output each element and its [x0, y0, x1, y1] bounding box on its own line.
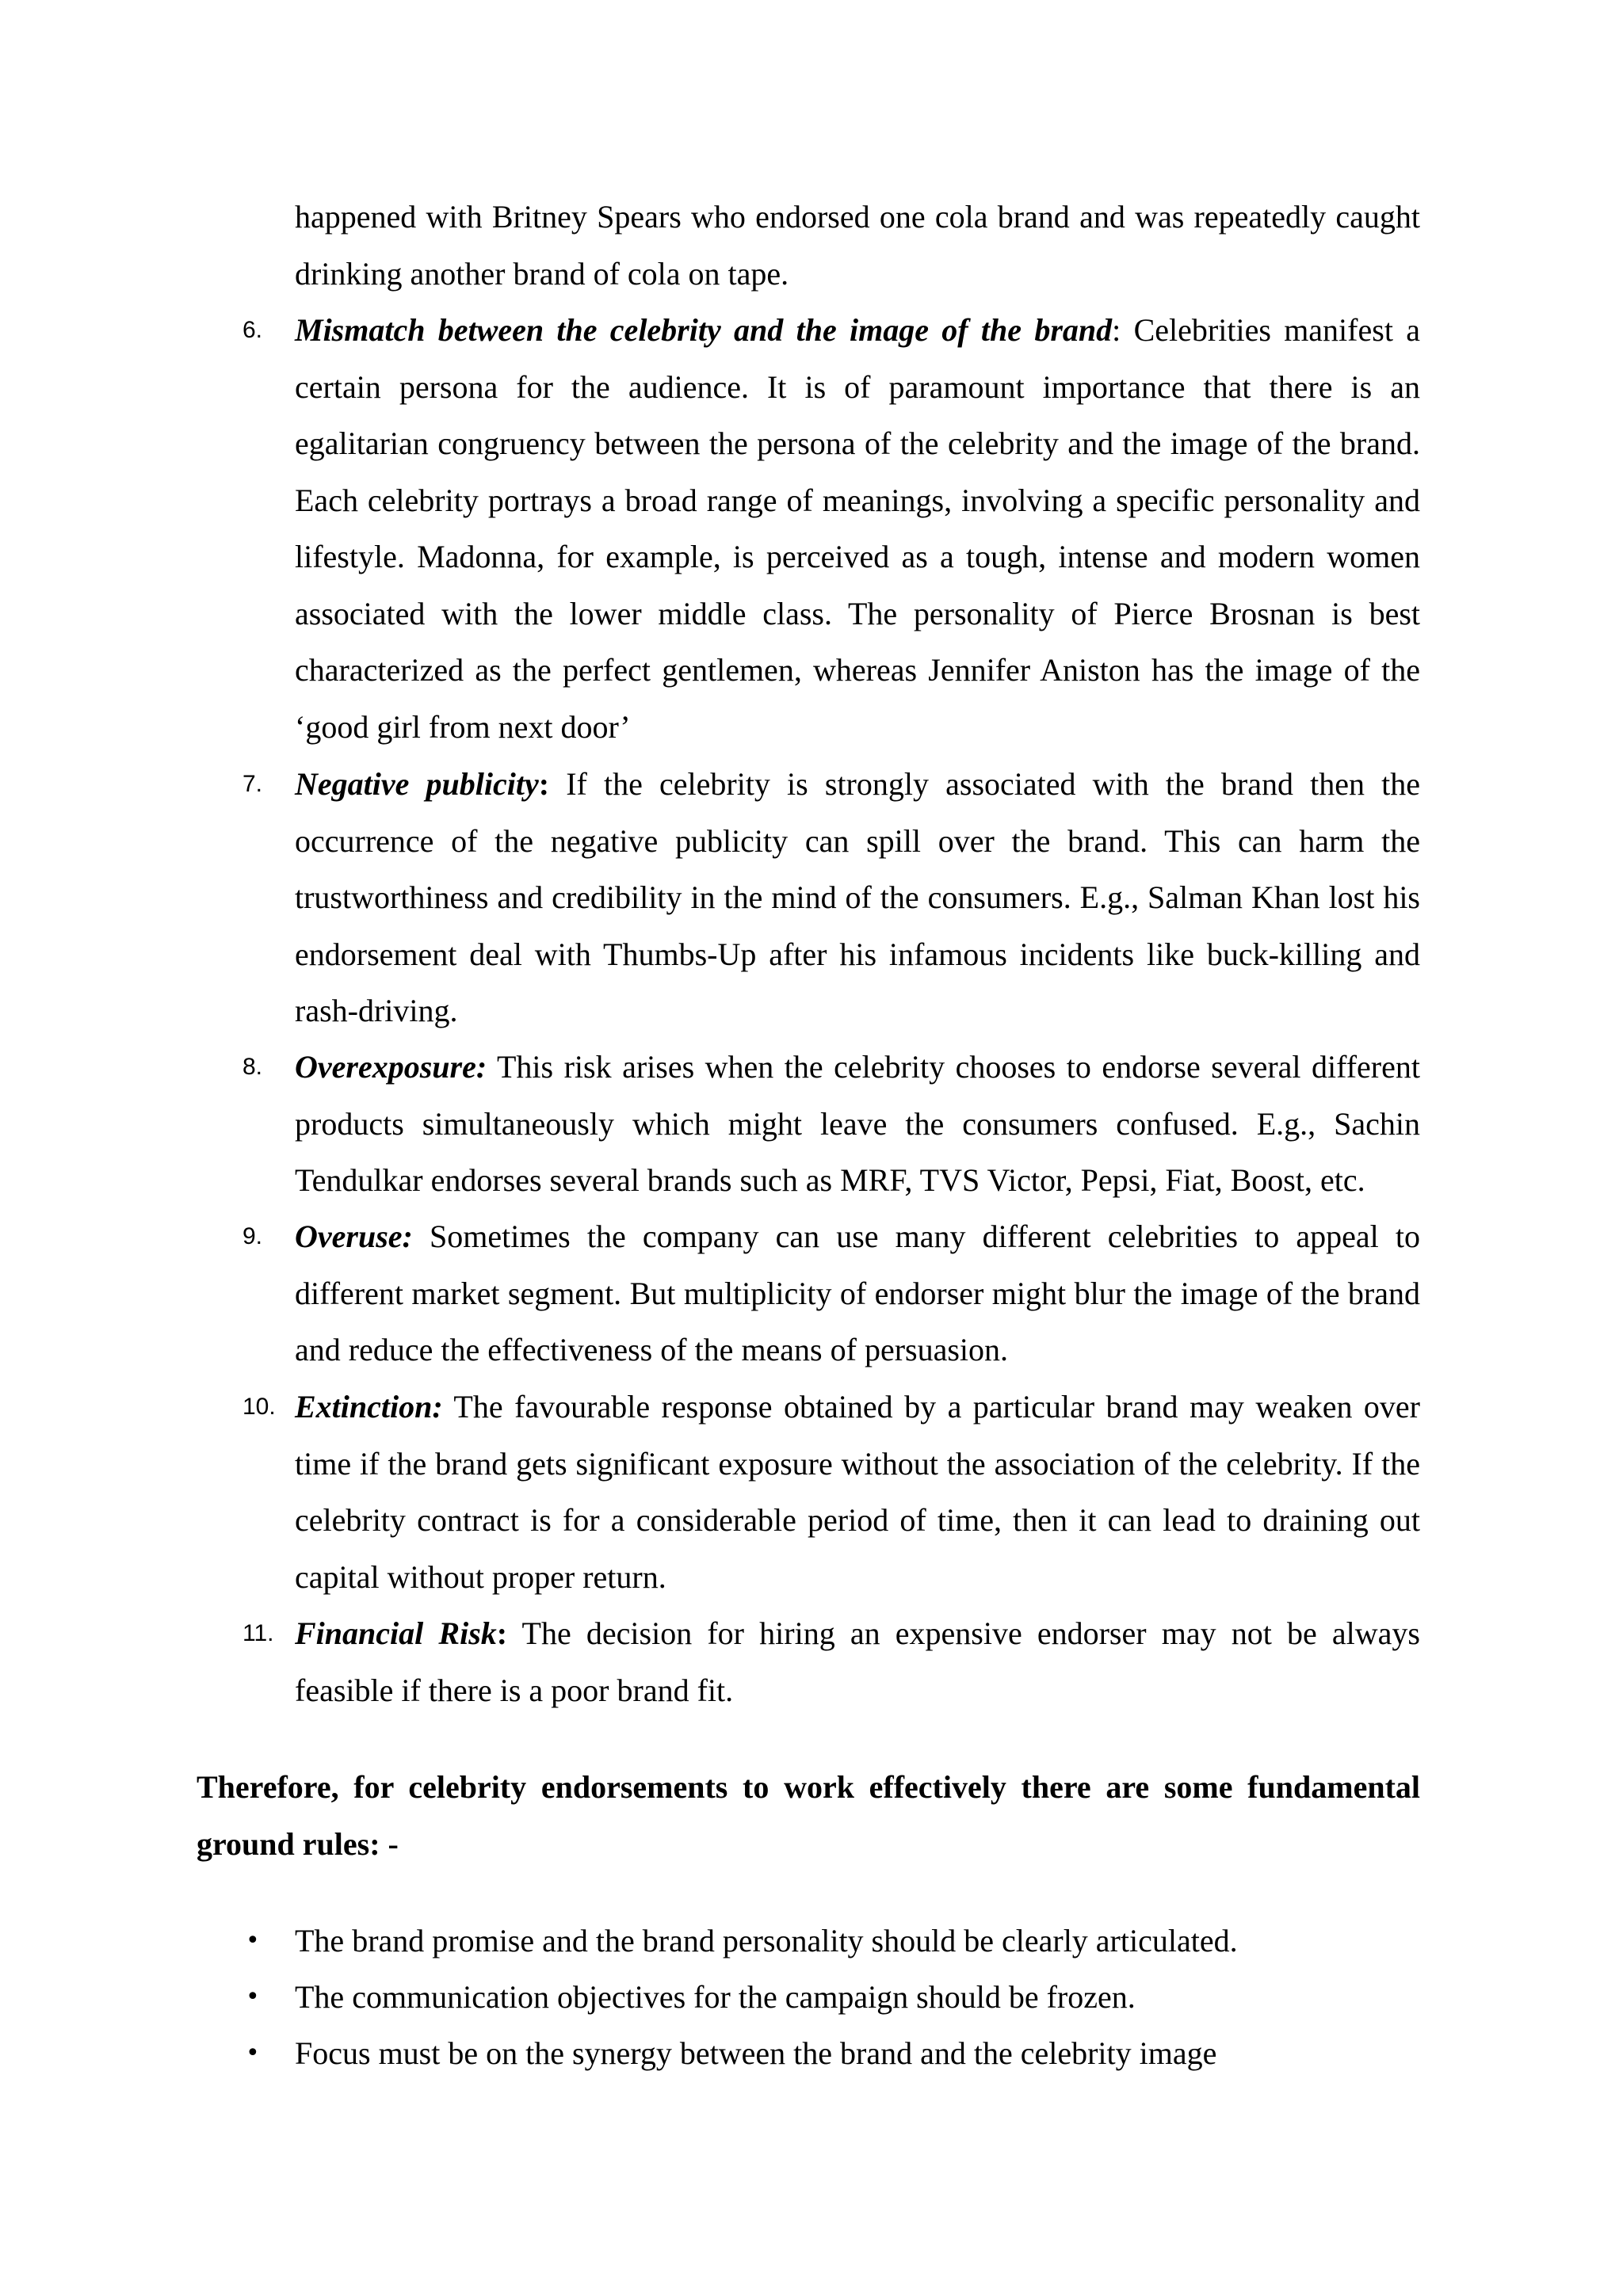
item-term: Mismatch between the celebrity and the image of the brand	[295, 312, 1113, 348]
item-number: 7.	[242, 771, 263, 797]
item-number: 9.	[242, 1223, 263, 1249]
item-text: Sometimes the company can use many different celebrities to appeal to different market segment. But multiplicity of endorser might blur the image of the brand and reduce the effectiveness of the means of persuasion.	[295, 1219, 1420, 1367]
item-separator: :	[496, 1615, 508, 1651]
ground-rule-item: Focus must be on the synergy between the brand and the celebrity image	[295, 2035, 1217, 2071]
item-term: Extinction:	[295, 1389, 443, 1425]
list-item-mismatch	[295, 302, 1420, 755]
item-text: The favourable response obtained by a particular brand may weaken over time if the brand gets significant exposure without the association of the celebrity. If the celebrity contract is for a considerable period of time, then it can lead to draining out capital without proper return.	[295, 1389, 1420, 1595]
intro-continuation: happened with Britney Spears who endorsed one cola brand and was repeatedly caught drinking another brand of cola on tape.	[295, 199, 1420, 292]
item-separator: :	[1112, 312, 1121, 348]
ground-rule-item: The brand promise and the brand personality should be clearly articulated.	[295, 1923, 1238, 1958]
ground-rule-item: The communication objectives for the campaign should be frozen.	[295, 1979, 1136, 2015]
item-text: Celebrities manifest a certain persona for the audience. It is of paramount importance that there is an egalitarian congruency between the persona of the celebrity and the image of the brand. Each celebrity portrays a broad range of meanings, involving a specific personality and lifestyle. Madonna, for example, is perceived as a tough, intense and modern women associated with the lower middle class. The personality of Pierce Brosnan is best characterized as the perfect gentlemen, whereas Jennifer Aniston has the image of the ‘good girl from next door’	[295, 312, 1420, 745]
list-item-extinction	[295, 1379, 1420, 1605]
item-term: Financial Risk	[295, 1615, 497, 1651]
item-text: This risk arises when the celebrity chooses to endorse several different products simultaneously which might leave the consumers confused. E.g., Sachin Tendulkar endorses several brands such as MRF, TVS Victor, Pepsi, Fiat, Boost, etc.	[295, 1049, 1420, 1198]
item-number: 10.	[242, 1394, 276, 1420]
item-term: Overexposure:	[295, 1049, 487, 1085]
list-item-negative-publicity	[295, 756, 1420, 1039]
bullet-icon: •	[246, 1927, 260, 1955]
bullet-icon: •	[246, 2039, 260, 2067]
item-text: If the celebrity is strongly associated with the brand then the occurrence of the negative publicity can spill over the brand. This can harm the trustworthiness and credibility in the mind of the consumers. E.g., Salman Khan lost his endorsement deal with Thumbs-Up after his infamous incidents like buck-killing and rash-driving.	[295, 766, 1420, 1028]
item-term: Negative publicity	[295, 766, 539, 802]
item-text: The decision for hiring an expensive endorser may not be always feasible if there is a poor brand fit.	[295, 1615, 1420, 1708]
list-item-overuse	[295, 1208, 1420, 1379]
list-item-financial-risk	[295, 1605, 1420, 1718]
item-number: 11.	[242, 1620, 274, 1646]
list-item-overexposure	[295, 1039, 1420, 1209]
item-number: 6.	[242, 317, 263, 343]
conclusion-heading: Therefore, for celebrity endorsements to work effectively there are some fundamental ground rules: -	[197, 1769, 1420, 1862]
item-number: 8.	[242, 1054, 263, 1080]
item-term: Overuse:	[295, 1219, 413, 1254]
item-separator: :	[538, 766, 550, 802]
bullet-icon: •	[246, 1983, 260, 2011]
